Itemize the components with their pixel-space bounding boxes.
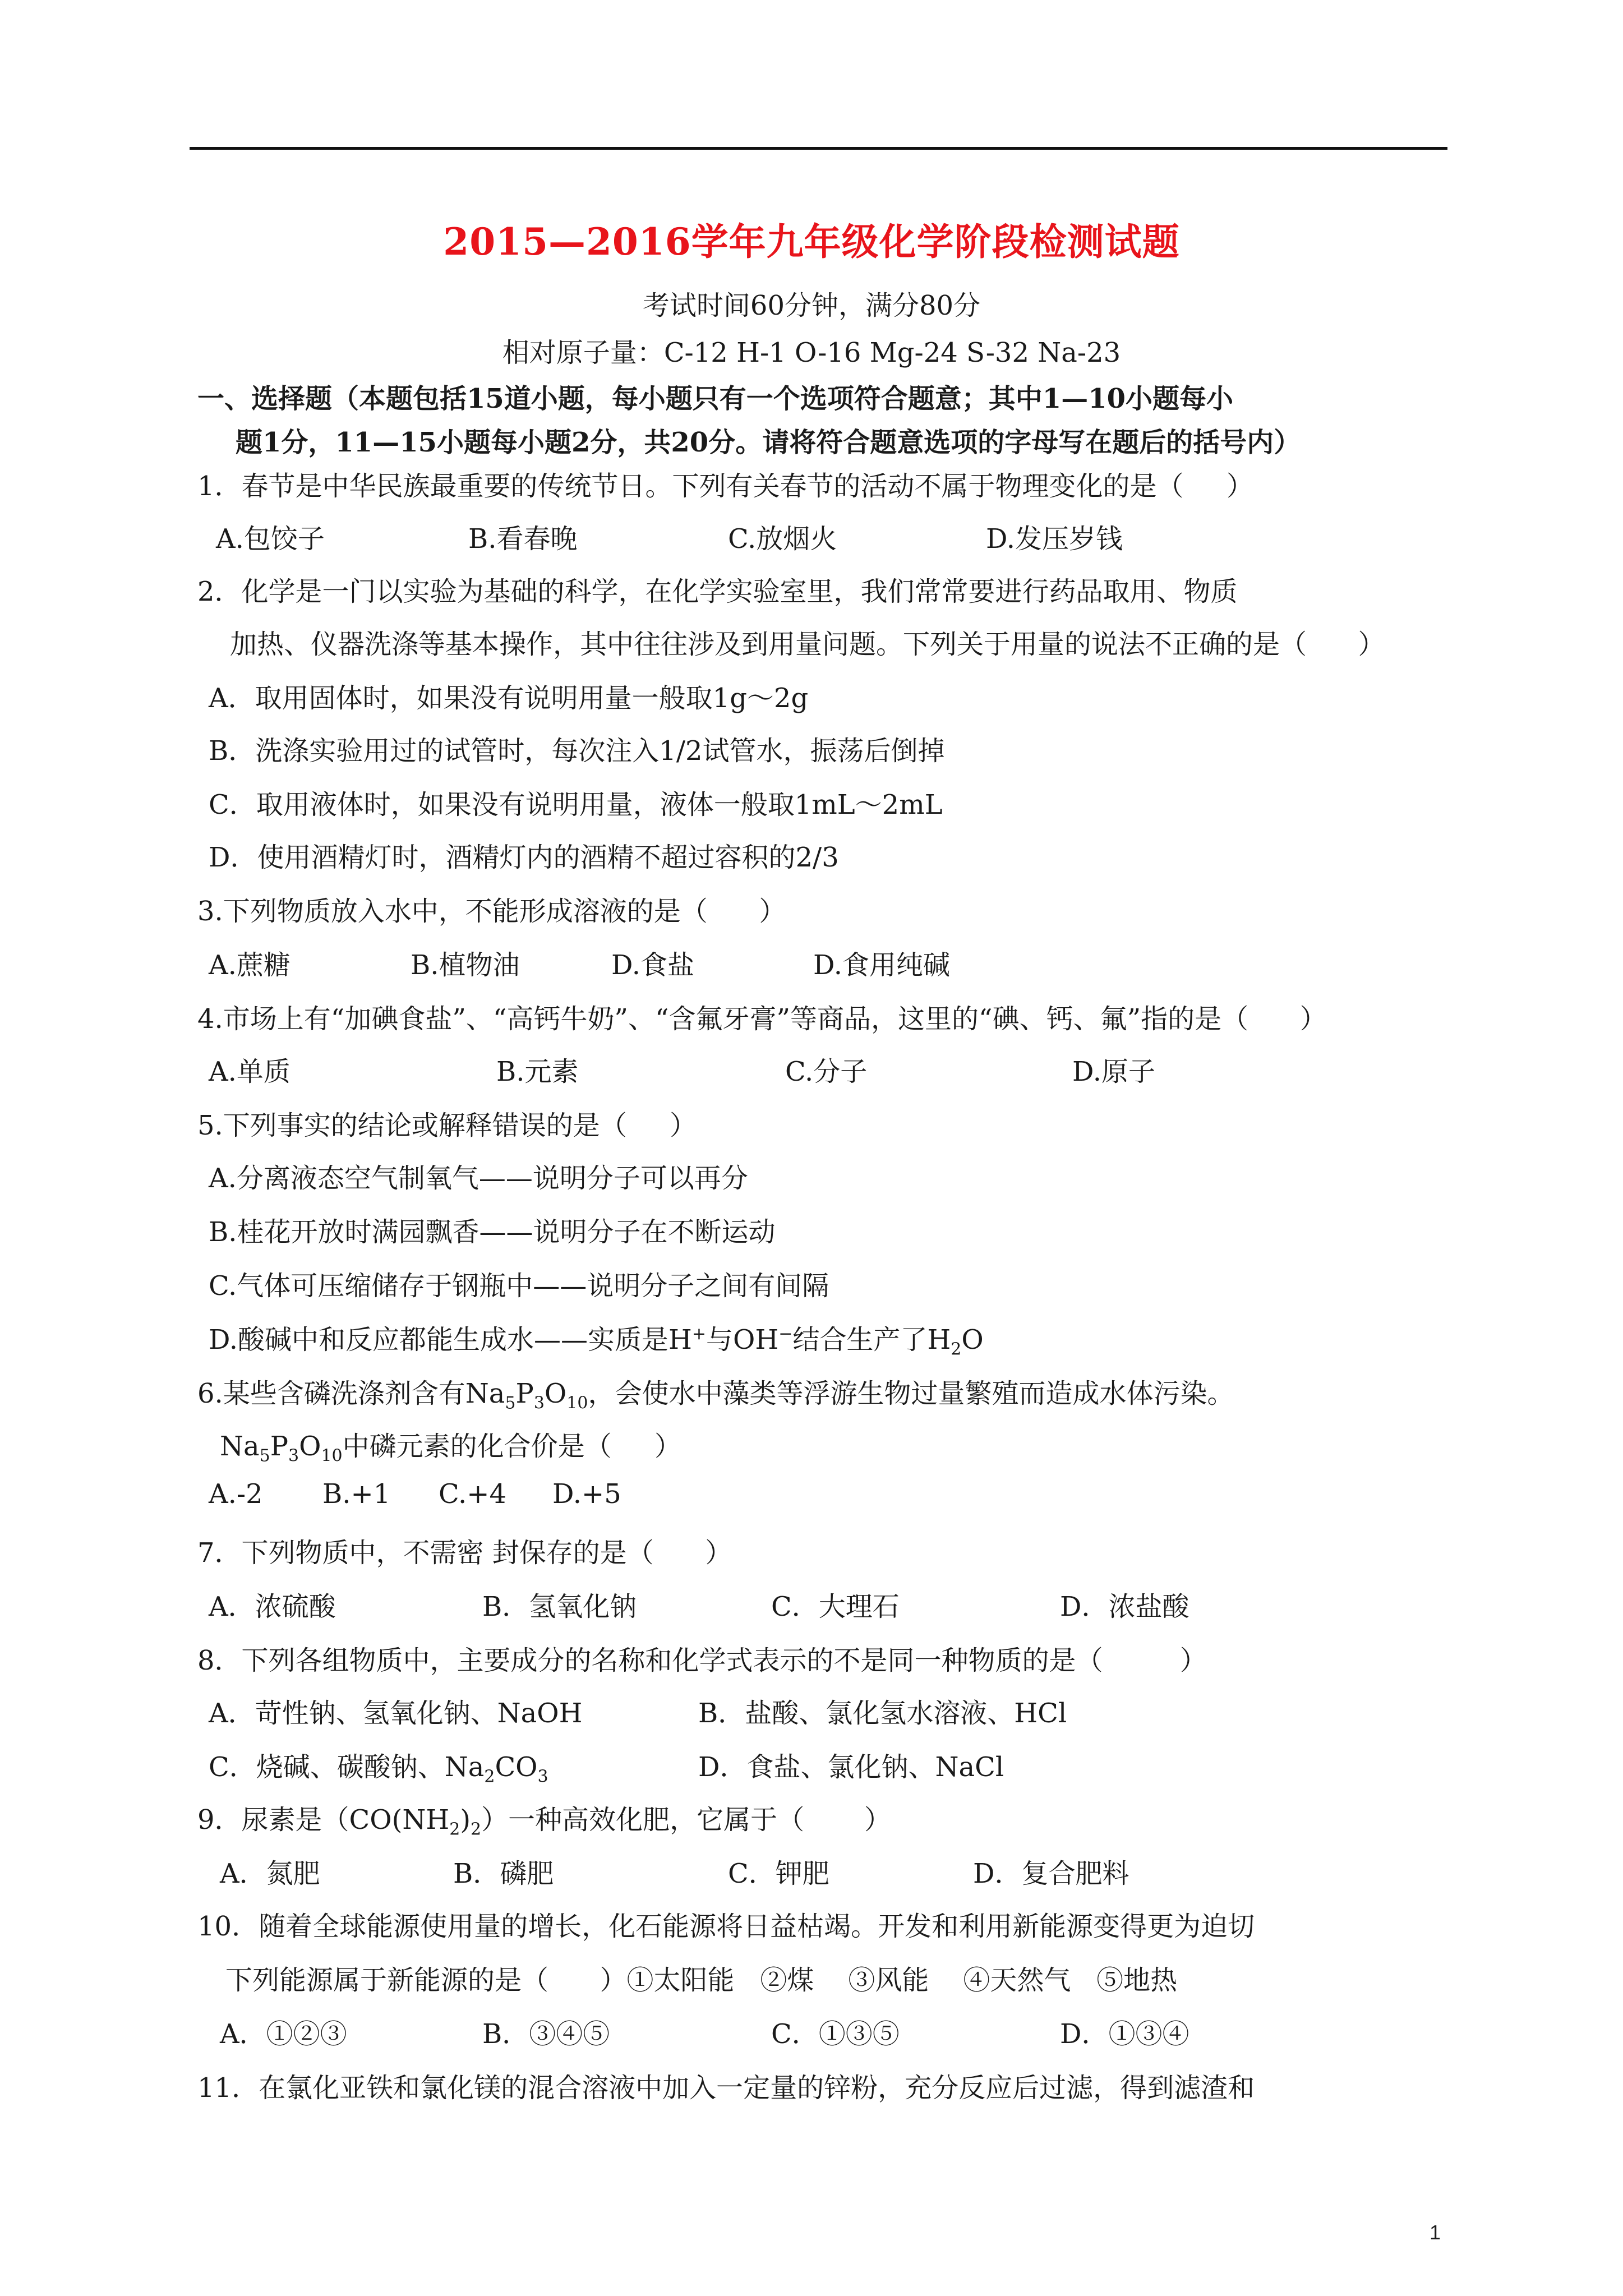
- q6-option-c: C.+4: [439, 1478, 507, 1510]
- question-5-stem: 5.下列事实的结论或解释错误的是（ ）: [197, 1110, 697, 1141]
- question-8-stem: 8．下列各组物质中，主要成分的名称和化学式表示的不是同一种物质的是（ ）: [197, 1645, 1207, 1676]
- q3-option-d: D.食用纯碱: [813, 949, 951, 981]
- q9-option-a: A．氮肥: [220, 1858, 320, 1889]
- q1-option-b: B.看春晚: [468, 523, 578, 555]
- q9-option-d: D．复合肥料: [973, 1858, 1129, 1889]
- question-1-stem: 1．春节是中华民族最重要的传统节日。下列有关春节的活动不属于物理变化的是（ ）: [197, 471, 1253, 502]
- q7-option-a: A．浓硫酸: [209, 1591, 336, 1622]
- q9-option-b: B．磷肥: [453, 1858, 554, 1889]
- section-heading-line1: 一、选择题（本题包括15道小题，每小题只有一个选项符合题意；其中1—10小题每小: [197, 383, 1233, 414]
- q3-option-a: A.蔗糖: [209, 949, 291, 981]
- q8-option-c: C．烧碱、碳酸钠、$Na_2CO_3$: [209, 1751, 548, 1787]
- q5-option-c: C.气体可压缩储存于钢瓶中——说明分子之间有间隔: [209, 1270, 829, 1302]
- q2-option-a: A．取用固体时，如果没有说明用量一般取1g～2g: [209, 683, 809, 714]
- exam-info: 考试时间60分钟，满分80分: [642, 290, 981, 321]
- q3-option-c: D.食盐: [611, 949, 695, 981]
- question-4-stem: 4.市场上有“加碘食盐”、“高钙牛奶”、“含氟牙膏”等商品，这里的“碘、钙、氟”指的是（ ）: [197, 1003, 1327, 1035]
- header-rule: [190, 147, 1447, 150]
- q4-option-a: A.单质: [209, 1056, 291, 1087]
- q2-option-d: D．使用酒精灯时，酒精灯内的酒精不超过容积的2/3: [209, 842, 839, 873]
- q2-option-b: B．洗涤实验用过的试管时，每次注入1/2试管水，振荡后倒掉: [209, 735, 945, 767]
- question-2-stem-line2: 加热、仪器洗涤等基本操作，其中往往涉及到用量问题。下列关于用量的说法不正确的是（ ）: [230, 629, 1385, 660]
- question-3-stem: 3.下列物质放入水中，不能形成溶液的是（ ）: [197, 896, 786, 927]
- q3-option-b: B.植物油: [411, 949, 520, 981]
- q7-option-c: C．大理石: [771, 1591, 900, 1622]
- section-heading-line2: 题1分，11—15小题每小题2分，共20分。请将符合题意选项的字母写在题后的括号内）: [236, 427, 1301, 458]
- question-7-stem: 7．下列物质中，不需密 封保存的是（ ）: [197, 1537, 732, 1569]
- q6-option-a: A.-2: [209, 1478, 263, 1510]
- q1-option-a: A.包饺子: [216, 523, 325, 555]
- q5-option-d: D.酸碱中和反应都能生成水——实质是H+与OH−结合生产了$H_2O$: [209, 1324, 984, 1359]
- q4-option-b: B.元素: [496, 1056, 579, 1087]
- q7-option-b: B．氢氧化钠: [482, 1591, 637, 1622]
- q8-option-a: A．苛性钠、氢氧化钠、NaOH: [209, 1698, 583, 1729]
- q7-option-d: D．浓盐酸: [1060, 1591, 1189, 1622]
- q10-option-b: B．③④⑤: [482, 2018, 610, 2050]
- q10-option-a: A．①②③: [220, 2018, 347, 2050]
- question-9-stem: 9．尿素是$(CO(NH_2)_2)$一种高效化肥，它属于（ ）: [197, 1804, 891, 1839]
- question-6-stem-line2: $Na_5P_3O_{10}$中磷元素的化合价是（ ）: [220, 1431, 681, 1466]
- question-11-stem-line1: 11．在氯化亚铁和氯化镁的混合溶液中加入一定量的锌粉，充分反应后过滤，得到滤渣和: [197, 2072, 1255, 2104]
- q4-option-c: C.分子: [785, 1056, 868, 1087]
- page-number: 1: [1429, 2221, 1441, 2244]
- exam-title: 2015—2016学年九年级化学阶段检测试题: [443, 220, 1180, 264]
- q5-option-a: A.分离液态空气制氧气——说明分子可以再分: [209, 1163, 748, 1194]
- q1-option-c: C.放烟火: [728, 523, 837, 555]
- q2-option-c: C．取用液体时，如果没有说明用量，液体一般取1mL～2mL: [209, 789, 943, 820]
- atomic-mass-line: 相对原子量：C-12 H-1 O-16 Mg-24 S-32 Na-23: [502, 337, 1121, 368]
- q6-option-b: B.+1: [322, 1478, 391, 1510]
- q8-option-d: D．食盐、氯化钠、NaCl: [698, 1751, 1004, 1783]
- question-10-stem-line1: 10．随着全球能源使用量的增长，化石能源将日益枯竭。开发和利用新能源变得更为迫切: [197, 1911, 1255, 1942]
- q8-option-b: B．盐酸、氯化氢水溶液、HCl: [698, 1698, 1067, 1729]
- question-2-stem-line1: 2．化学是一门以实验为基础的科学，在化学实验室里，我们常常要进行药品取用、物质: [197, 576, 1238, 607]
- q6-option-d: D.+5: [552, 1478, 621, 1510]
- q10-option-c: C．①③⑤: [771, 2018, 900, 2050]
- question-6-stem-line1: 6.某些含磷洗涤剂含有$Na_5P_3O_{10}$，会使水中藻类等浮游生物过量繁殖而造成水体污染。: [197, 1378, 1234, 1413]
- q1-option-d: D.发压岁钱: [986, 523, 1123, 555]
- q10-option-d: D．①③④: [1060, 2018, 1189, 2050]
- question-10-stem-line2: 下列能源属于新能源的是（ ）①太阳能 ②煤 ③风能 ④天然气 ⑤地热: [225, 1965, 1178, 1996]
- q5-option-b: B.桂花开放时满园飘香——说明分子在不断运动: [209, 1216, 776, 1248]
- q4-option-d: D.原子: [1072, 1056, 1156, 1087]
- q9-option-c: C．钾肥: [728, 1858, 829, 1889]
